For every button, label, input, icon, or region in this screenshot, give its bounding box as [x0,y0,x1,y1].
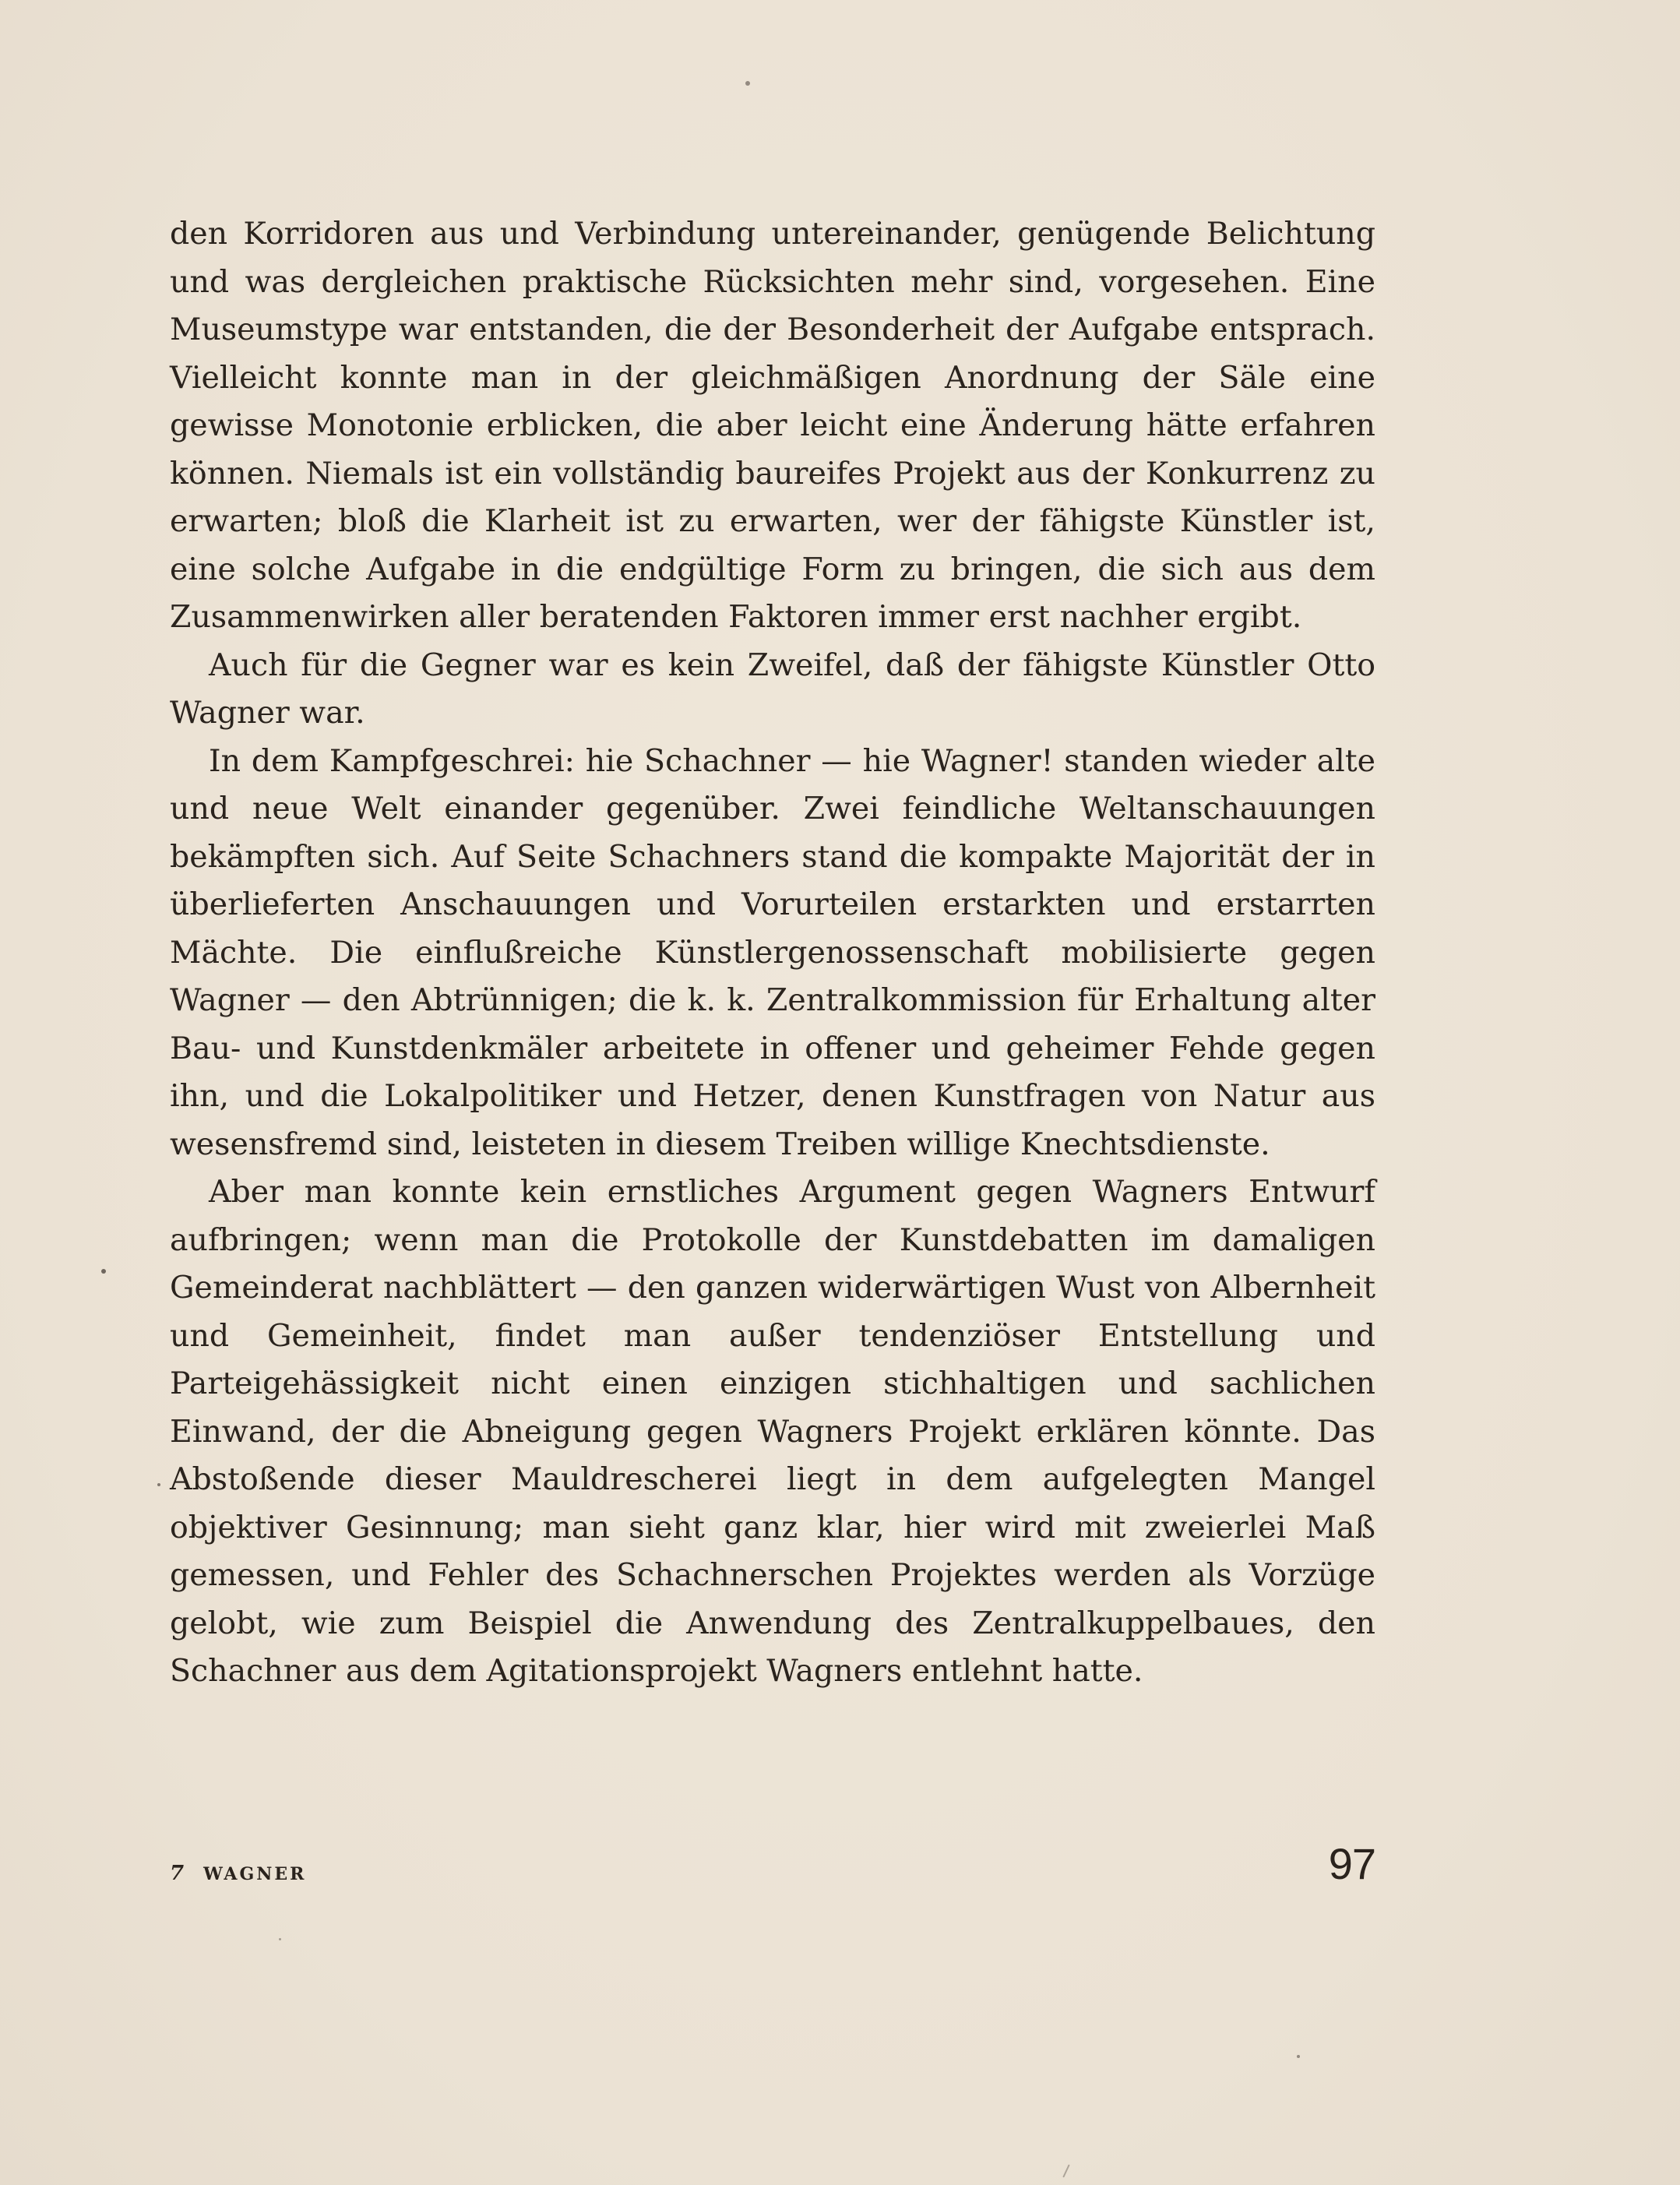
page-number: 97 [1328,1839,1375,1888]
paragraph-3: In dem Kampfgeschrei: hie Schachner — hie Wagner! standen wieder alte und neue Welt einander gegenüber. Zwei feindliche Weltanschauungen bekämpften sich. Auf Seite Schachners stand die kompakte Majorität der in überlieferten Anschauungen und Vorurteilen erstarkten und erstarrten Mächte. Die einflußreiche Künstlergenossenschaft mobilisierte gegen Wagner — den Abtrünnigen; die k. k. Zentralkommission für Erhaltung alter Bau- und Kunstdenkmäler arbeitete in offener und geheimer Fehde gegen ihn, und die Lokalpolitiker und Hetzer, denen Kunstfragen von Natur aus wesensfremd sind, leisteten in diesem Treiben willige Knechtsdienste. [170,742,1375,1162]
paragraph-2: Auch für die Gegner war es kein Zweifel, daß der fähigste Künstler Otto Wagner war. [170,647,1375,731]
paper-speck [101,1269,106,1274]
paper-speck [1297,2055,1300,2058]
signature-number: 7 [170,1862,187,1885]
signature-text: WAGNER [203,1864,307,1884]
paper-speck [157,1483,160,1486]
page-footer [170,1838,1375,1901]
paragraph-1: den Korridoren aus und Verbindung untereinander, genügende Belichtung und was dergleichen praktische Rücksichten mehr sind, vorgesehen. Eine Museumstype war entstanden, die der Besonderheit der Aufgabe entsprach. Vielleicht konnte man in der gleichmäßigen Anordnung der Säle eine gewisse Monotonie erblicken, die aber leicht eine Änderung hätte erfahren können. Niemals ist ein vollständig baureifes Projekt aus der Konkurrenz zu erwarten; bloß die Klarheit ist zu erwarten, wer der fähigste Künstler ist, eine solche Aufgabe in die endgültige Form zu bringen, die sich aus dem Zusammenwirken aller beratenden Faktoren immer erst nachher ergibt. [170,216,1375,635]
paper-speck [745,81,750,86]
body-text [170,210,1375,1696]
paper-speck [1062,2164,1069,2177]
paragraph-4: Aber man konnte kein ernstliches Argument gegen Wagners Entwurf aufbringen; wenn man die Protokolle der Kunstdebatten im damaligen Gemeinderat nachblättert — den ganzen widerwärtigen Wust von Albernheit und Gemeinheit, findet man außer tendenziöser Entstellung und Parteigehässigkeit nicht einen einzigen stichhaltigen und sachlichen Einwand, der die Abneigung gegen Wagners Projekt erklären könnte. Das Abstoßende dieser Mauldrescherei liegt in dem aufgelegten Mangel objektiver Gesinnung; man sieht ganz klar, hier wird mit zweierlei Maß gemessen, und Fehler des Schachnerschen Projektes werden als Vorzüge gelobt, wie zum Beispiel die Anwendung des Zentralkuppelbaues, den Schachner aus dem Agitationsprojekt Wagners entlehnt hatte. [170,1174,1375,1689]
signature-mark [170,1862,306,1885]
paper-speck [279,1938,281,1940]
